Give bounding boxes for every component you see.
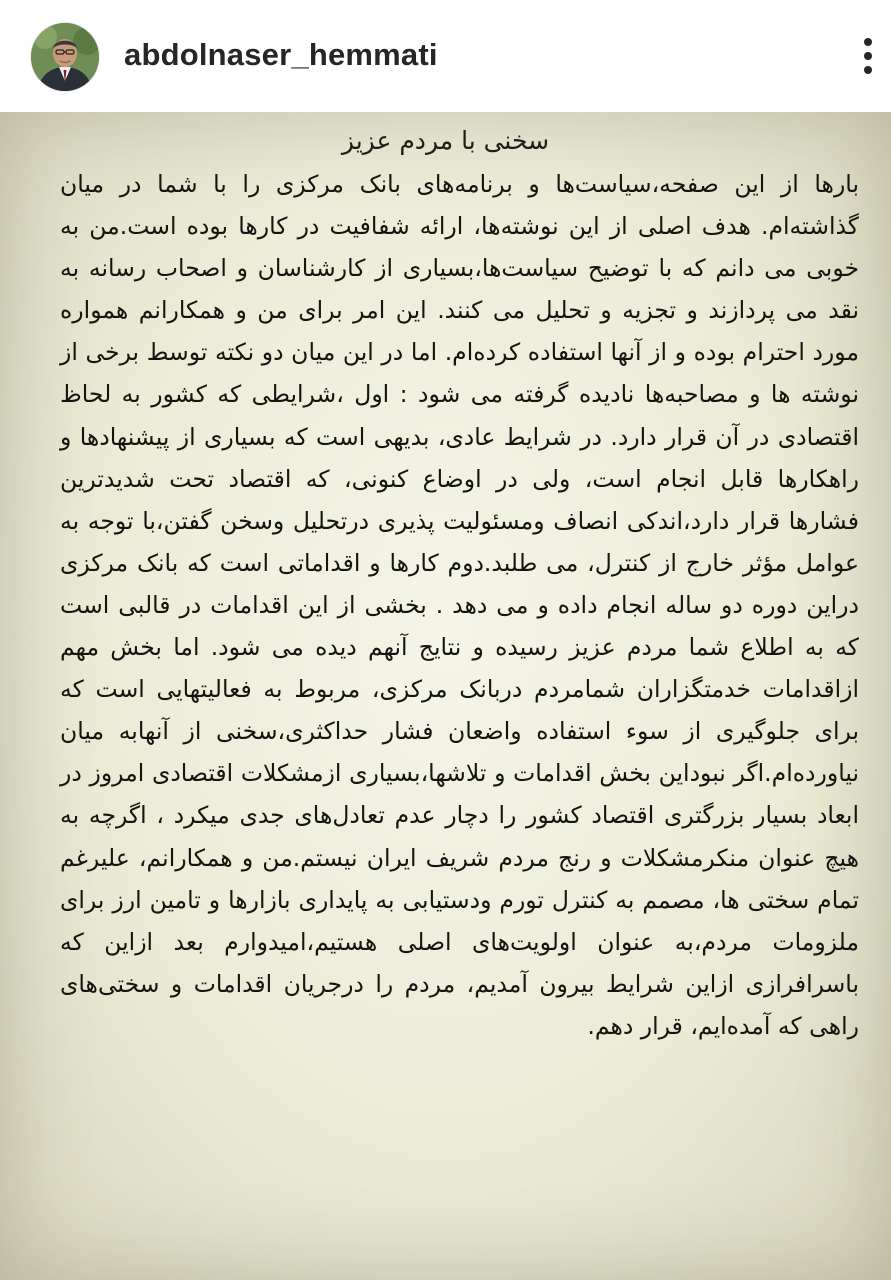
vertical-ellipsis-icon: [863, 37, 873, 75]
post-header: [0, 0, 891, 112]
note-body: بارها از این صفحه،سیاست‌ها و برنامه‌های بانک مرکزی را با شما در میان گذاشته‌ام. هدف اصلی از این نوشته‌ها، ارائه شفافیت در کارها بوده است.من به خوبی می دانم که با توضیح سیاست‌ها،بسیاری از کارشناسان و اصحاب رسانه به نقد می پردازند و تجزیه و تحلیل می کنند. این امر برای من و همکارانم همواره مورد احترام بوده و از آنها استفاده کرده‌ام. اما در این میان دو نکته توسط برخی از نوشته ها و مصاحبه‌ها نادیده گرفته می شود : اول ،شرایطی که کشور به لحاظ اقتصادی در آن قرار دارد. در شرایط عادی، بدیهی است که بسیاری از پیشنهادها و راهکارها قابل انجام است، ولی در اوضاع کنونی، که اقتصاد تحت شدیدترین فشارها قرار دارد،اندکی انصاف ومسئولیت پذیری درتحلیل وسخن گفتن،با توجه به عوامل مؤثر خارج از کنترل، می طلبد.دوم کارها و اقداماتی است که بانک مرکزی دراین دوره دو ساله انجام داده و می دهد . بخشی از این اقدامات در قالبی است که به اطلاع شما مردم عزیز رسیده و نتایج آنهم دیده می شود. اما بخش مهم ازاقدامات خدمتگزاران شمامردم دربانک مرکزی، مربوط به فعالیتهایی است که برای جلوگیری از سوء استفاده واضعان فشار حداکثری،سخنی از آنهابه میان نیاورده‌ام.اگر نبوداین بخش اقدامات و تلاشها،بسیاری ازمشکلات اقتصادی امروز در ابعاد بسیار بزرگتری اقتصاد کشور را دچار عدم تعادل‌های جدی میکرد ، اگرچه به هیچ عنوان منکرمشکلات و رنج مردم شریف ایران نیستم.من و همکارانم، علیرغم تمام سختی ها، مصمم به کنترل تورم ودستیابی به پایداری بازارها و تامین ارز برای ملزومات مردم،به عنوان اولویت‌های اصلی هستیم،امیدوارم بعد ازاین که باسرافرازی ازاین شرایط بیرون آمدیم، مردم را درجریان اقدامات و سختی‌های راهی که آمده‌ایم، قرار دهم.: [60, 170, 859, 1040]
avatar-portrait-icon: [31, 23, 99, 91]
post-image: [0, 112, 891, 1280]
profile-avatar[interactable]: [31, 23, 99, 91]
note-title: سخنی با مردم عزیز: [341, 126, 550, 155]
more-options-button[interactable]: [848, 34, 888, 78]
username-link[interactable]: abdolnaser_hemmati: [124, 37, 438, 72]
